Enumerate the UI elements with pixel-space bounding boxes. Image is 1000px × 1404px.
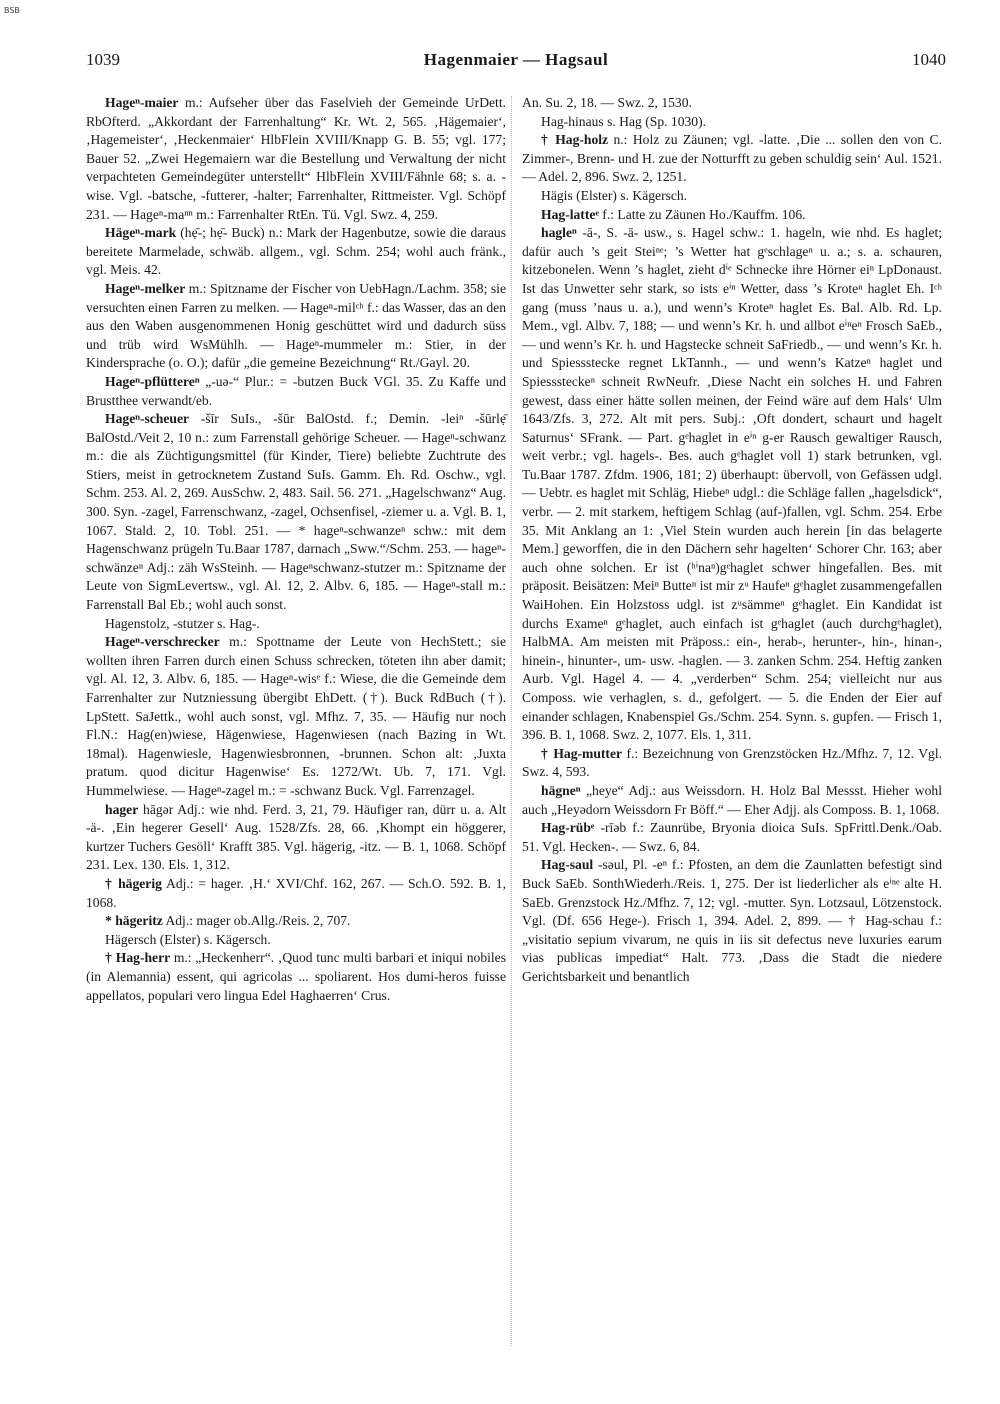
dictionary-entry [522,819,942,856]
entry-text: Hägersch (Elster) s. Kägersch. [105,931,271,947]
entry-lemma: hägneⁿ [541,782,581,798]
dictionary-entry [522,856,942,986]
entry-text: Adj.: mager ob.Allg./Reis. 2, 707. [162,913,351,929]
entry-text: Adj.: = hager. ‚H.‘ XVI/Chf. 162, 267. — Sch.O. 592. B. 1, 1068. [86,875,506,910]
dictionary-entry [86,875,506,912]
dictionary-entry [522,187,942,206]
entry-text: -səul, Pl. -eⁿ f.: Pfosten, an dem die Zaunlatten befestigt sind Buck SaEb. SonthWiederh./Reis. 1, 275. Der ist liederlicher als eⁱⁿᵉ alte H. SaEb. Grenzstock Hz./Mfhz. 7, 12; vgl. -mutter. Syn. Lotzsaul, Lötzenstock. Vgl. (Df. 656 Hege-). Frisch 1, 394. Adel. 2, 899. — † Hag-schau f.: „visitatio sepium vivarum, ne quis in iis sit defectus neve luxuries earum vias publicas impediat“ Halt. 773. ‚Dass die Stadt die niedere Gerichtsbarkeit und benantlich [522,857,942,984]
page-title: Hagenmaier — Hagsaul [423,50,609,69]
entry-lemma: hager [105,801,139,817]
entry-lemma: Hag-rübᵉ [541,820,595,836]
dictionary-entry [522,224,942,745]
entry-text: An. Su. 2, 18. — Swz. 2, 1530. [522,95,692,110]
entry-lemma: Hageⁿ-pflüttereⁿ [105,373,200,389]
page-number-right: 1040 [912,50,946,69]
dictionary-entry [522,131,942,187]
entry-text: m.: Spitzname der Fischer von UebHagn./Lachm. 358; sie versuchten einen Farren zu melken. — Hageⁿ-milᶜʰ f.: das Wasser, das an den aus den Waben ausgenommenen Honig geschüttet wird und dadurch süss und trüb wird WsMühlh. — Hageⁿ-mummeler m.: Stier, in der Kindersprache (o. O.); dafür „die gemeine Bezeichnung“ Rt./Gayl. 20. [86,280,506,371]
entry-text: „-uə-“ Plur.: = -butzen Buck VGl. 35. Zu Kaffe und Brustthee verwandt/eb. [86,373,506,408]
entry-lemma: † Hag-mutter [541,745,623,761]
dictionary-entry [86,94,506,224]
entry-lemma: Hageⁿ-scheuer [105,411,190,427]
entry-lemma: Hägeⁿ-mark [105,225,177,241]
dictionary-entry [86,373,506,410]
dictionary-entry [86,633,506,800]
dictionary-entry [522,206,942,225]
entry-lemma: Hageⁿ-verschrecker [105,634,220,650]
dictionary-entry [86,410,506,615]
entry-lemma: hagleⁿ [541,225,577,241]
running-head [86,50,946,72]
page-number-left: 1039 [86,50,120,69]
left-column [86,94,506,1005]
dictionary-entry [522,94,942,113]
entry-text: „heye“ Adj.: aus Weissdorn. H. Holz Bal Messst. Hieher wohl auch „Heyədorn Weissdorn Fr Böff.“ — Eher Adjj. als Composs. B. 1, 1068. [522,782,942,817]
entry-text: -rīəb f.: Zaunrübe, Bryonia dioica SuIs. SpFrittl.Denk./Oab. 51. Vgl. Hecken-. — Swz. 6, 84. [522,820,942,854]
dictionary-entry [86,280,506,373]
dictionary-entry [522,745,942,782]
entry-text: m.: Aufseher über das Faselvieh der Gemeinde UrDett. RbOfterd. „Akkordant der Farrenhaltung“ Kr. Wt. 2, 565. ‚Hägemaier‘,‚Hagemeister‘, ‚Heckenmaier‘ HlbFlein XVIII/Knapp G. B. 55; vgl. 177; Bauer 52. „Zwei Hegemaiern war die Bestellung und Verwaltung der nicht verpachteten Gemeindegüter unterstellt“ HlbFlein XVIII/Fähnle 68; s. a. -wise. Vgl. -batsche, -futterer, -halter; Farrenhalter, Rittmeister. Vgl. Schöpf 231. — Hageⁿ-maⁿⁿ m.: Farrenhalter RtEn. Tü. Vgl. Swz. 4, 259. [86,95,506,222]
entry-text: n.: Holz zu Zäunen; vgl. -latte. ‚Die ... sollen den von C. Zimmer-, Brenn- und H. zue der Notturfft zu geben schuldig sein‘ Aul. 1521. — Adel. 2, 896. Swz. 2, 1251. [522,132,942,185]
entry-text: Hagenstolz, -stutzer s. Hag-. [105,615,260,631]
entry-lemma: Hageⁿ-maier [105,95,179,110]
dictionary-entry [86,912,506,931]
entry-text: (hẹ̄-; hẹ̄- Buck) n.: Mark der Hagenbutze, sowie die daraus bereitete Marmelade, schwäb. allgem., vgl. Schm. 254; wohl auch fränk., vgl. Meis. 42. [86,225,506,278]
dictionary-entry [522,113,942,132]
entry-text: Hägis (Elster) s. Kägersch. [541,187,688,203]
right-column [522,94,942,987]
column-divider [511,96,512,1346]
entry-text: f.: Latte zu Zäunen Ho./Kauffm. 106. [598,206,806,222]
dictionary-entry [86,949,506,1005]
entry-lemma: † hägerig [105,875,162,891]
dictionary-entry [86,931,506,950]
entry-lemma: † Hag-herr [105,950,171,966]
entry-text: Hag-hinaus s. Hag (Sp. 1030). [541,113,707,129]
entry-text: m.: Spottname der Leute von HechStett.; sie wollten ihren Farren durch einen Schuss schrecken, töteten ihn aber damit; vgl. Al. 12, 3. Albv. 6, 185. — Hageⁿ-wisᵉ f.: Wiese, die die Gemeinde dem Farrenhalter zur Nutzniessung übergibt EhDett. (†). Buck RdBuch (†). LpStett. SaJettk., wohl auch sonst, vgl. Mfhz. 7, 35. — Häufig nur noch Fl.N.: Hag(en)wiese, Hägenwiese, Hagenwiesen (nach Bazing in Wt. 18mal). Hagenwiesle, Hagenwiesbronnen, -brunnen. Schon alt: ‚Juxta pratum. quod dicitur Hagenwise‘ Es. 1272/Wt. Ub. 7, 171. Vgl. Hummelwiese. — Hageⁿ-zagel m.: = -schwanz Buck. Vgl. Farrenzagel. [86,634,506,798]
entry-text: f.: Bezeichnung von Grenzstöcken Hz./Mfhz. 7, 12. Vgl. Swz. 4, 593. [522,745,942,780]
dictionary-entry [86,801,506,875]
entry-lemma: Hag-latteᵉ [541,206,599,222]
entry-text: m.: „Heckenherr“. ‚Quod tunc multi barbari et iniqui nobiles (in Alemannia) essent, qui agricolas ... spoliarent. Hos dumi-heros fuisse appellatos, populari vero lingua Edel Haghaerren‘ Crus. [86,950,507,1003]
dictionary-entry [86,615,506,634]
entry-lemma: Hag-saul [541,857,594,873]
dictionary-entry [522,782,942,819]
entry-text: -ā-, S. -ā- usw., s. Hagel schw.: 1. hageln, wie nhd. Es haglet; dafür auch ’s geit Steiⁿᵉ; ’s Wetter hat gᵉschlageⁿ u. a.; s. a. schauren, kitzebonelen. Wenn ’s haglet, zieht dⁱᵉ Schnecke ihre Hörner eiⁿ LpDonaust. Ist das Unwetter sehr stark, so ists eⁱⁿ Wetter, dass ’s Kroteⁿ haglet Eh. Iᶜʰ gang (muss ’naus u. a.), und wenn’s Kroteⁿ haglet Es. Bal. Alb. Rd. Lp. Mem., vgl. Albv. 7, 188; — und wenn’s Kr. h. und allbot eⁱⁿeⁿ Frosch SaEb., — und wenn’s Kr. h. und Hagstecke schneit SaFriedb., — und wenn’s Kr. h. und Spiessstecke regnet LkTannh., — und wenn’s Katzeⁿ haglet und Spiesssteckeⁿ schneit RwNeufr. ‚Diese Nacht ein solches H. und Fahren gewest, dass einer hätte sollen meinen, der Feind wäre auf dem Hals‘ Ulm 1643/Zfs. 3, 272. Alt mit pers. Subj.: ‚Oft dondert, schaurt und hagelt Saturnus‘ SFrank. — Part. gᵉhaglet in eⁱⁿ g-er Rausch gewaltiger Rausch, weit verbr.; vgl. hagels-. Bes. auch gᵉhaglet voll 1) stark betrunken, vgl. Tu.Baar 1787. Zfdm. 1906, 181; 2) überhaupt: übervoll, von Gefässen udgl. — Uebtr. es haglet mit Schläg, Hiebeⁿ udgl.: die Schläge fallen „hagelsdick“, verbr. — 2. mit starkem, heftigem Schlag (auf-)fallen, vgl. Schm. 254. Erbe 35. Mit Anklang an 1: ‚Viel Stein wurden auch herein [in das belagerte Mem.] geworffen, die in den Dächern sehr hagelten‘ Schorer Chr. 163; aber auch ohne solchen. Er ist (ʰⁱnaⁿ)gᵉhaglet schwer hingefallen. Bes. mit präposit. Beisätzen: Meiⁿ Butteⁿ ist mir zᵘ Haufeⁿ gᵉhaglet zusammengefallen WaiHohen. Ein Holzstoss udgl. ist zᵘsämmeⁿ gᵉhaglet. Ein Kandidat ist durchs Exameⁿ gᵉhaglet, auch einfach ist gᵉhaglet (auch durchgᵉhaglet), HalbMA. Am meisten mit Präposs.: ein-, herab-, herunter-, hin-, hinan-, hinein-, hinunter-, um- usw. -haglen. — 3. zanken Schm. 254. Heftig zanken Aurb. Vgl. Hagel 4. — 4. „verderben“ Schm. 254; vielleicht nur aus Composs. wie verhaglen, s. d., gefolgert. — 5. die Enden der Eier auf einander schlagen, Knabenspiel Gs./Schm. 254. Synn. s. gupfen. — Frisch 1, 396. B. 1, 1068. Swz. 2, 1077. Els. 1, 311. [522,225,942,743]
entry-lemma: † Hag-holz [541,132,609,148]
library-stamp: BSB [4,6,20,15]
entry-lemma: Hageⁿ-melker [105,280,186,296]
entry-text: hāgər Adj.: wie nhd. Ferd. 3, 21, 79. Häufiger ran, dürr u. a. Alt -ä-. ‚Ein hegerer Gesell‘ Aug. 1528/Zfs. 28, 66. ‚Khompt ein höggerer, kurtzer Tuchers Gesöll‘ Krafft 385. Vgl. hägerig, -itz. — B. 1, 1068. Schöpf 231. Lex. 130. Els. 1, 312. [86,801,506,873]
dictionary-entry [86,224,506,280]
entry-text: -šīr SuIs., -šūr BalOstd. f.; Demin. -leiⁿ -šūrlẹ̄ BalOstd./Veit 2, 10 n.: zum Farrenstall gehörige Scheuer. — Hageⁿ-schwanz m.: die als Züchtigungsmittel (für Kinder, Tiere) beliebte Zuchtrute des Stiers, meist in getrocknetem Zustand SuIs. Gamm. Eh. Rd. Oschw., vgl. Schm. 253. Al. 2, 269. AusSchw. 2, 483. Sail. 56. 271. „Hagelschwanz“ Aug. 300. Syn. -zagel, Farrenschwanz, -zagel, Ochsenfisel, -ziemer u. a. Vgl. B. 1, 1067. Stald. 2, 10. Tobl. 251. — * hageⁿ-schwanzeⁿ schw.: mit dem Hagenschwanz prügeln Tu.Baar 1787, darnach „Sww.“/Schm. 253. — hageⁿ-schwänzeⁿ Adj.: zäh WsSteinh. — Hageⁿschwanz-stutzer m.: Spitzname der Leute von SigmLevertsw., vgl. Al. 12, 2. Albv. 6, 185. — Hageⁿ-stall m.: Farrenstall Bal Eb.; wohl auch sonst. [86,411,506,613]
entry-lemma: * hägeritz [105,913,163,929]
